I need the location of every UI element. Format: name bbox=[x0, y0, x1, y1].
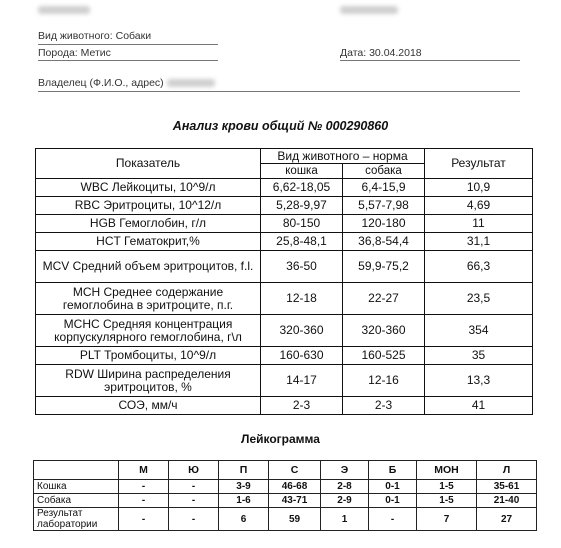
leuko-cell: 1-5 bbox=[417, 480, 477, 494]
leuko-row-label: Кошка bbox=[34, 480, 119, 494]
top-blur-left bbox=[38, 4, 90, 16]
breed-value: Метис bbox=[80, 47, 111, 59]
cell-name: MCHC Средняя концентрация корпускулярного гемоглобина, г\л bbox=[36, 315, 261, 347]
cell-dog: 5,57-7,98 bbox=[343, 197, 425, 215]
header-cat: кошка bbox=[261, 164, 343, 179]
owner-label: Владелец (Ф.И.О., адрес) bbox=[38, 77, 164, 89]
cell-dog: 120-180 bbox=[343, 215, 425, 233]
date-label: Дата: bbox=[340, 47, 367, 59]
cell-dog: 2-3 bbox=[343, 397, 425, 415]
leuko-cell: 27 bbox=[477, 508, 537, 531]
leuko-cell: 0-1 bbox=[369, 480, 417, 494]
owner-redacted bbox=[167, 79, 215, 87]
table-row bbox=[36, 233, 533, 251]
cell-result: 11 bbox=[425, 215, 533, 233]
cell-name: RBC Эритроциты, 10^12/л bbox=[36, 197, 261, 215]
leukogram-title: Лейкограмма bbox=[241, 432, 320, 446]
date-line bbox=[340, 47, 422, 59]
animal-type-label: Вид животного: bbox=[38, 30, 113, 42]
cell-cat: 320-360 bbox=[261, 315, 343, 347]
leuko-row-label: Результат лаборатории bbox=[34, 508, 119, 531]
leuko-header-6: Б bbox=[369, 461, 417, 480]
header-dog: собака bbox=[343, 164, 425, 179]
cell-result: 10,9 bbox=[425, 179, 533, 197]
cell-result: 66,3 bbox=[425, 251, 533, 283]
leuko-cell: 7 bbox=[417, 508, 477, 531]
table-row bbox=[36, 397, 533, 415]
owner-underline bbox=[38, 91, 520, 92]
leuko-cell: 35-61 bbox=[477, 480, 537, 494]
cell-name: MCV Средний объем эритроцитов, f.l. bbox=[36, 251, 261, 283]
header-norm: Вид животного – норма bbox=[261, 149, 425, 164]
cell-cat: 12-18 bbox=[261, 283, 343, 315]
cell-dog: 36,8-54,4 bbox=[343, 233, 425, 251]
table-row bbox=[36, 283, 533, 315]
table-row bbox=[36, 315, 533, 347]
leuko-cell: - bbox=[169, 494, 219, 508]
leuko-cell: 2-9 bbox=[321, 494, 369, 508]
top-blur-right bbox=[340, 4, 398, 16]
cell-cat: 36-50 bbox=[261, 251, 343, 283]
table-row bbox=[36, 365, 533, 397]
header-result: Результат bbox=[425, 149, 533, 179]
cell-result: 354 bbox=[425, 315, 533, 347]
cell-result: 13,3 bbox=[425, 365, 533, 397]
blood-analysis-table bbox=[35, 148, 533, 415]
table-row bbox=[36, 197, 533, 215]
animal-type-line bbox=[38, 30, 151, 42]
cell-cat: 80-150 bbox=[261, 215, 343, 233]
leuko-cell: 46-68 bbox=[269, 480, 321, 494]
cell-name: HGB Гемоглобин, г/л bbox=[36, 215, 261, 233]
leuko-header-0 bbox=[34, 461, 119, 480]
cell-dog: 59,9-75,2 bbox=[343, 251, 425, 283]
breed-label: Порода: bbox=[38, 47, 78, 59]
leuko-cell: - bbox=[169, 508, 219, 531]
cell-name: СОЭ, мм/ч bbox=[36, 397, 261, 415]
leuko-header-5: Э bbox=[321, 461, 369, 480]
cell-cat: 14-17 bbox=[261, 365, 343, 397]
leuko-header-4: С bbox=[269, 461, 321, 480]
animal-type-underline bbox=[38, 44, 218, 45]
cell-name: WBC Лейкоциты, 10^9/л bbox=[36, 179, 261, 197]
cell-cat: 2-3 bbox=[261, 397, 343, 415]
leukogram-table bbox=[33, 460, 537, 531]
leuko-row bbox=[34, 494, 537, 508]
leuko-cell: - bbox=[369, 508, 417, 531]
cell-cat: 5,28-9,97 bbox=[261, 197, 343, 215]
leuko-header-2: Ю bbox=[169, 461, 219, 480]
leuko-cell: 1-5 bbox=[417, 494, 477, 508]
table-row bbox=[36, 347, 533, 365]
cell-cat: 6,62-18,05 bbox=[261, 179, 343, 197]
table-header-row bbox=[36, 149, 533, 164]
cell-cat: 25,8-48,1 bbox=[261, 233, 343, 251]
leuko-cell: 1 bbox=[321, 508, 369, 531]
leuko-cell: - bbox=[119, 508, 169, 531]
leuko-cell: 3-9 bbox=[219, 480, 269, 494]
cell-dog: 6,4-15,9 bbox=[343, 179, 425, 197]
cell-name: HCT Гематокрит,% bbox=[36, 233, 261, 251]
header-indicator: Показатель bbox=[36, 149, 261, 179]
leuko-row bbox=[34, 480, 537, 494]
analysis-title: Анализ крови общий № 000290860 bbox=[172, 119, 389, 133]
leuko-cell: 21-40 bbox=[477, 494, 537, 508]
leuko-header-3: П bbox=[219, 461, 269, 480]
owner-line bbox=[38, 77, 215, 89]
cell-dog: 160-525 bbox=[343, 347, 425, 365]
cell-cat: 160-630 bbox=[261, 347, 343, 365]
leuko-cell: 1-6 bbox=[219, 494, 269, 508]
cell-result: 23,5 bbox=[425, 283, 533, 315]
cell-dog: 12-16 bbox=[343, 365, 425, 397]
table-row bbox=[36, 251, 533, 283]
leuko-cell: 2-8 bbox=[321, 480, 369, 494]
breed-line bbox=[38, 47, 111, 59]
date-value: 30.04.2018 bbox=[369, 47, 422, 59]
leuko-cell: 0-1 bbox=[369, 494, 417, 508]
leuko-cell: - bbox=[119, 480, 169, 494]
breed-underline bbox=[38, 60, 218, 61]
date-underline bbox=[340, 60, 520, 61]
cell-dog: 320-360 bbox=[343, 315, 425, 347]
leuko-cell: 6 bbox=[219, 508, 269, 531]
leuko-header-8: Л bbox=[477, 461, 537, 480]
leuko-cell: 43-71 bbox=[269, 494, 321, 508]
leukogram-header-row bbox=[34, 461, 537, 480]
cell-name: RDW Ширина распределения эритроцитов, % bbox=[36, 365, 261, 397]
table-row bbox=[36, 215, 533, 233]
table-row bbox=[36, 179, 533, 197]
cell-result: 41 bbox=[425, 397, 533, 415]
leuko-cell: - bbox=[119, 494, 169, 508]
cell-result: 4,69 bbox=[425, 197, 533, 215]
cell-name: MCH Среднее содержание гемоглобина в эритроците, п.г. bbox=[36, 283, 261, 315]
cell-dog: 22-27 bbox=[343, 283, 425, 315]
leuko-cell: 59 bbox=[269, 508, 321, 531]
cell-result: 35 bbox=[425, 347, 533, 365]
cell-result: 31,1 bbox=[425, 233, 533, 251]
cell-name: PLT Тромбоциты, 10^9/л bbox=[36, 347, 261, 365]
leuko-cell: - bbox=[169, 480, 219, 494]
leuko-row-label: Собака bbox=[34, 494, 119, 508]
leuko-row bbox=[34, 508, 537, 531]
leuko-header-1: М bbox=[119, 461, 169, 480]
animal-type-value: Собаки bbox=[115, 30, 152, 42]
leuko-header-7: МОН bbox=[417, 461, 477, 480]
